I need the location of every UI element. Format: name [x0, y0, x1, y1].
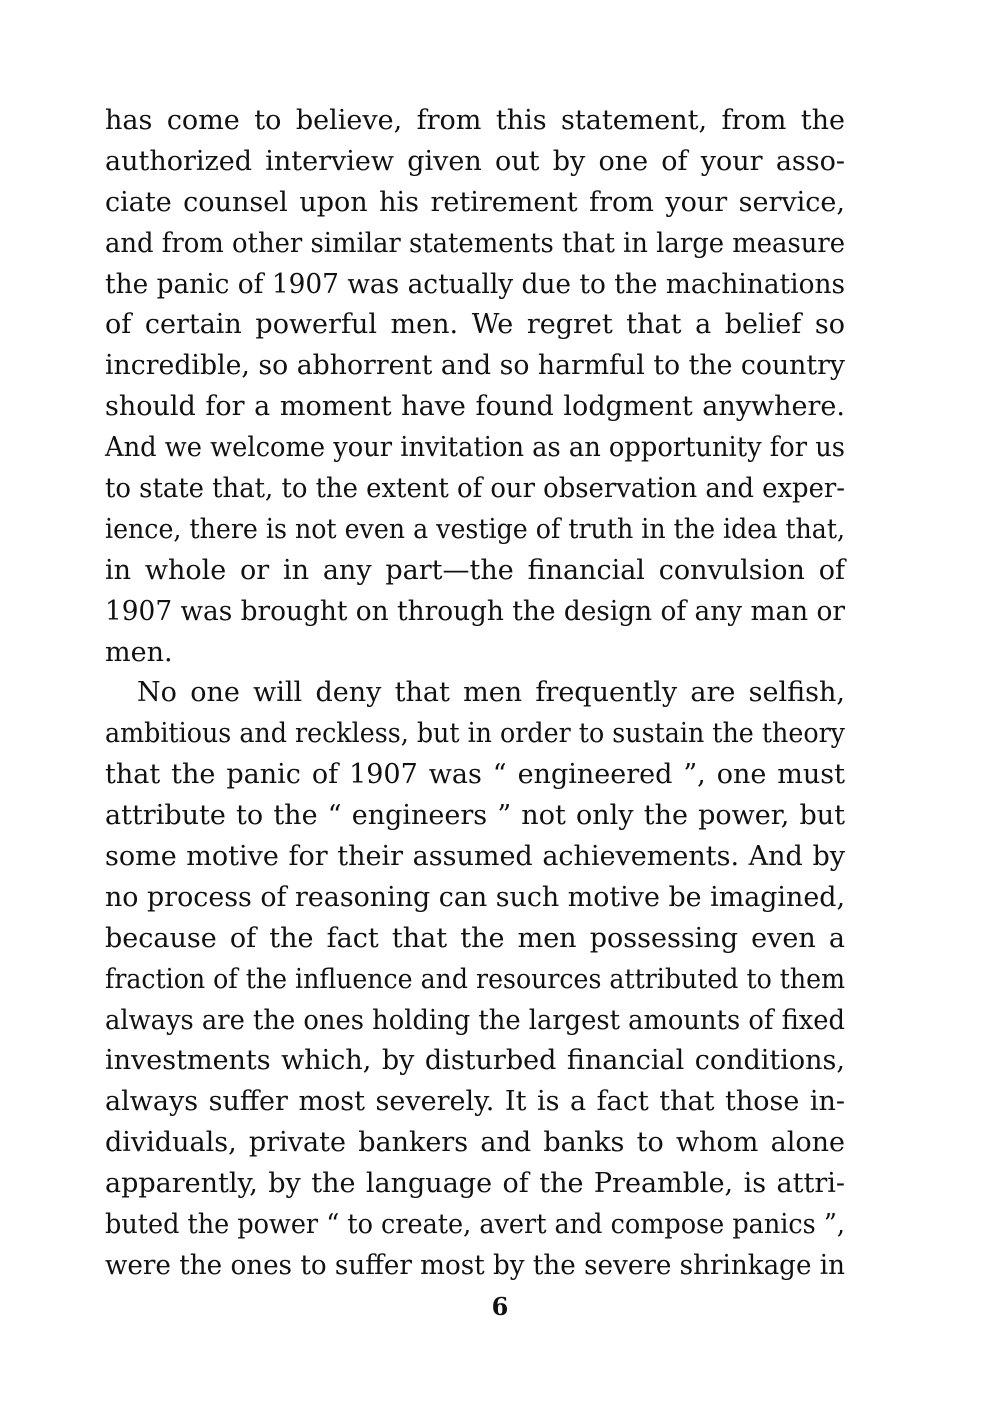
text-line: investments which, by disturbed financial conditions,	[105, 1045, 845, 1077]
body-text	[105, 101, 845, 1287]
text-line: dividuals, private bankers and banks to whom alone	[105, 1127, 845, 1159]
text-line: 1907 was brought on through the design of any man or	[105, 595, 845, 627]
text-line: no process of reasoning can such motive be imagined,	[105, 881, 845, 913]
text-line: and from other similar statements that in large measure	[105, 227, 845, 259]
text-line: always suffer most severely. It is a fact that those in-	[105, 1086, 845, 1118]
text-line: some motive for their assumed achievements. And by	[105, 841, 845, 873]
text-line: ambitious and reckless, but in order to sustain the theory	[105, 718, 845, 750]
text-line: ciate counsel upon his retirement from your service,	[105, 186, 845, 218]
paragraph-1	[105, 101, 845, 673]
text-line: because of the fact that the men possessing even a	[105, 922, 845, 954]
text-line: the panic of 1907 was actually due to the machinations	[105, 268, 845, 300]
text-line: that the panic of 1907 was “ engineered ”, one must	[105, 759, 845, 791]
paragraph-2	[105, 673, 845, 1286]
text-line: should for a moment have found lodgment anywhere.	[105, 391, 845, 423]
text-line: fraction of the influence and resources attributed to them	[105, 963, 845, 995]
text-line: always are the ones holding the largest amounts of fixed	[105, 1004, 845, 1036]
text-line: apparently, by the language of the Preamble, is attri-	[105, 1168, 845, 1200]
text-line: to state that, to the extent of our observation and exper-	[105, 473, 845, 505]
text-line: No one will deny that men frequently are selfish,	[137, 677, 845, 709]
text-line: ience, there is not even a vestige of truth in the idea that,	[105, 513, 845, 545]
text-line: buted the power “ to create, avert and compose panics ”,	[105, 1209, 845, 1241]
text-line: has come to believe, from this statement, from the	[105, 105, 845, 136]
text-line: authorized interview given out by one of your asso-	[105, 145, 845, 177]
page-number: 6	[491, 1292, 509, 1321]
text-line: were the ones to suffer most by the severe shrinkage in	[105, 1249, 845, 1281]
text-line: men.	[105, 636, 173, 668]
text-line: of certain powerful men. We regret that a belief so	[105, 309, 845, 341]
text-line: attribute to the “ engineers ” not only the power, but	[105, 800, 845, 832]
text-line: incredible, so abhorrent and so harmful to the country	[105, 350, 845, 382]
text-line: And we welcome your invitation as an opportunity for us	[105, 432, 845, 464]
text-line: in whole or in any part—the financial convulsion of	[105, 554, 845, 586]
